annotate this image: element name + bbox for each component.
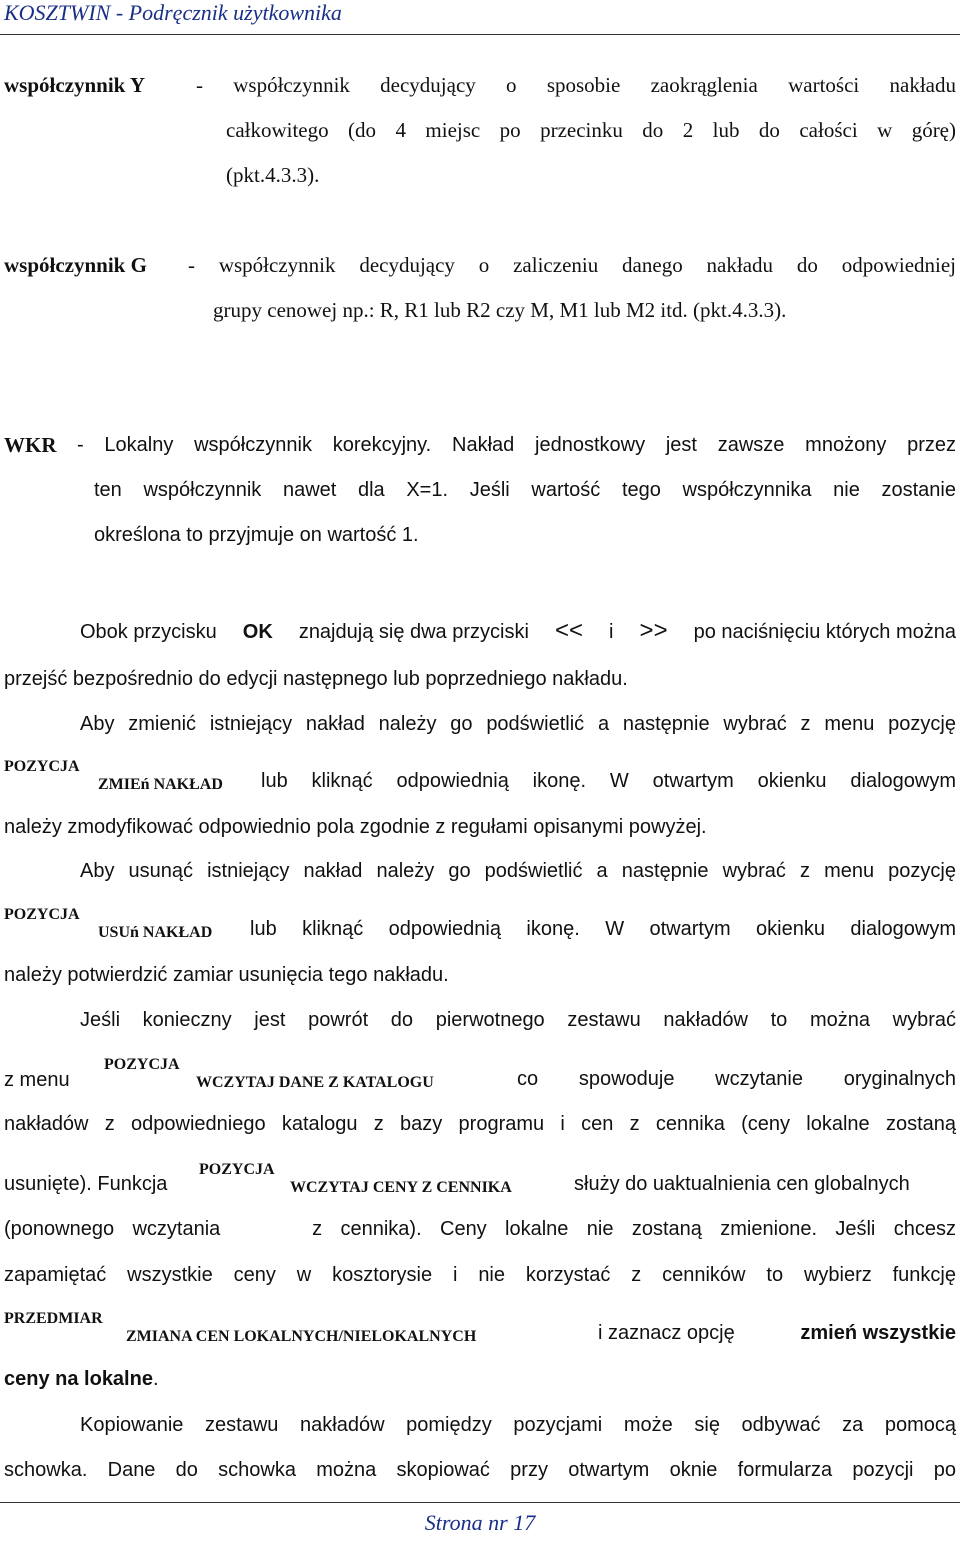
submenu-wczytaj-dane-z-katalogu: WCZYTAJ DANE Z KATALOGU [196, 1074, 434, 1091]
coeff-g-line1: - współczynnik decydujący o zaliczeniu danego nakładu do odpowiedniej [188, 253, 956, 277]
menu-pozycja-label: POZYCJA [4, 906, 80, 923]
submenu-wczytaj-ceny-z-cennika: WCZYTAJ CENY Z CENNIKA [290, 1179, 512, 1196]
p3-line1: Aby usunąć istniejący nakład należy go podświetlić a następnie wybrać z menu pozycję [80, 860, 956, 882]
header-divider [0, 34, 960, 35]
wkr-line1: - Lokalny współczynnik korekcyjny. Nakład jednostkowy jest zawsze mnożony przez [77, 434, 956, 456]
p1-line2: przejść bezpośrednio do edycji następnego lub poprzedniego nakładu. [4, 668, 628, 690]
option-zmien-wszystkie: zmień wszystkie [800, 1322, 956, 1344]
p4-line3: nakładów z odpowiedniego katalogu z bazy programu i cen z cennika (ceny lokalne zostaną [4, 1113, 956, 1135]
submenu-zmiana-cen-lokalnych: ZMIANA CEN LOKALNYCH/NIELOKALNYCH [126, 1328, 477, 1345]
p2-line1: Aby zmienić istniejący nakład należy go podświetlić a następnie wybrać z menu pozycję [80, 713, 956, 735]
coeff-g-term: współczynnik G [4, 253, 147, 277]
prev-button-name: << [554, 617, 583, 644]
next-button-name: >> [639, 617, 668, 644]
menu-przedmiar-label: PRZEDMIAR [4, 1310, 103, 1327]
ok-button-name: OK [242, 621, 273, 643]
p1-line1 [80, 618, 956, 645]
coeff-g-line2: grupy cenowej np.: R, R1 lub R2 czy M, M1 lub M2 itd. (pkt.4.3.3). [213, 298, 787, 322]
p4-line4-pre: usunięte). Funkcja [4, 1173, 168, 1195]
p2-line2-tail: lub kliknąć odpowiednią ikonę. W otwartym okienku dialogowym [261, 770, 956, 792]
p2-line3: należy zmodyfikować odpowiednio pola zgodnie z regułami opisanymi powyżej. [4, 816, 707, 838]
p4-line5: (ponownego wczytania z cennika). Ceny lokalne nie zostaną zmienione. Jeśli chcesz [4, 1218, 956, 1240]
coeff-y-line3: (pkt.4.3.3). [226, 163, 320, 187]
p4-line7-tail [598, 1320, 956, 1346]
p3-line2-tail: lub kliknąć odpowiednią ikonę. W otwartym okienku dialogowym [250, 918, 956, 940]
coeff-y-line1: - współczynnik decydujący o sposobie zaokrąglenia wartości nakładu [196, 73, 956, 97]
p5-line2: schowka. Dane do schowka można skopiować przy otwartym oknie formularza pozycji po [4, 1459, 956, 1481]
p1-text-post: po naciśnięciu których można [693, 621, 956, 643]
p4-line6: zapamiętać wszystkie ceny w kosztorysie i nie korzystać z cenników to wybierz funkcję [4, 1264, 956, 1286]
menu-pozycja-label: POZYCJA [104, 1056, 180, 1073]
submenu-zmien-naklad: ZMIEń NAKŁAD [98, 776, 223, 793]
p4-zmenu: z menu [4, 1069, 70, 1091]
footer-divider [0, 1502, 960, 1503]
coeff-y-line2: całkowitego (do 4 miejsc po przecinku do 2 lub do całości w górę) [226, 118, 956, 142]
wkr-line2: ten współczynnik nawet dla X=1. Jeśli wartość tego współczynnika nie zostanie [94, 479, 956, 501]
wkr-term: WKR [4, 433, 57, 457]
p1-text-mid: znajdują się dwa przyciski [298, 621, 529, 643]
p4-line2-tail: co spowoduje wczytanie oryginalnych [517, 1068, 956, 1090]
p4-line8: ceny na lokalne. [4, 1368, 159, 1390]
wkr-line3: określona to przyjmuje on wartość 1. [94, 524, 419, 546]
p1-text-and: i [609, 621, 614, 643]
submenu-usun-naklad: USUń NAKŁAD [98, 924, 213, 941]
p1-text-pre: Obok przycisku [80, 621, 217, 643]
p4-line7-text: i zaznacz opcję [598, 1322, 735, 1344]
menu-pozycja-label: POZYCJA [4, 758, 80, 775]
p4-line4-tail: służy do uaktualnienia cen globalnych [574, 1173, 910, 1195]
document-header-title: KOSZTWIN - Podręcznik użytkownika [4, 0, 342, 25]
p5-line1: Kopiowanie zestawu nakładów pomiędzy pozycjami może się odbywać za pomocą [80, 1414, 956, 1436]
menu-pozycja-label: POZYCJA [199, 1161, 275, 1178]
page-number: Strona nr 17 [424, 1510, 536, 1535]
coeff-y-term: współczynnik Y [4, 73, 146, 97]
p3-line3: należy potwierdzić zamiar usunięcia tego nakładu. [4, 964, 449, 986]
p4-line1: Jeśli konieczny jest powrót do pierwotnego zestawu nakładów to można wybrać [80, 1009, 956, 1031]
